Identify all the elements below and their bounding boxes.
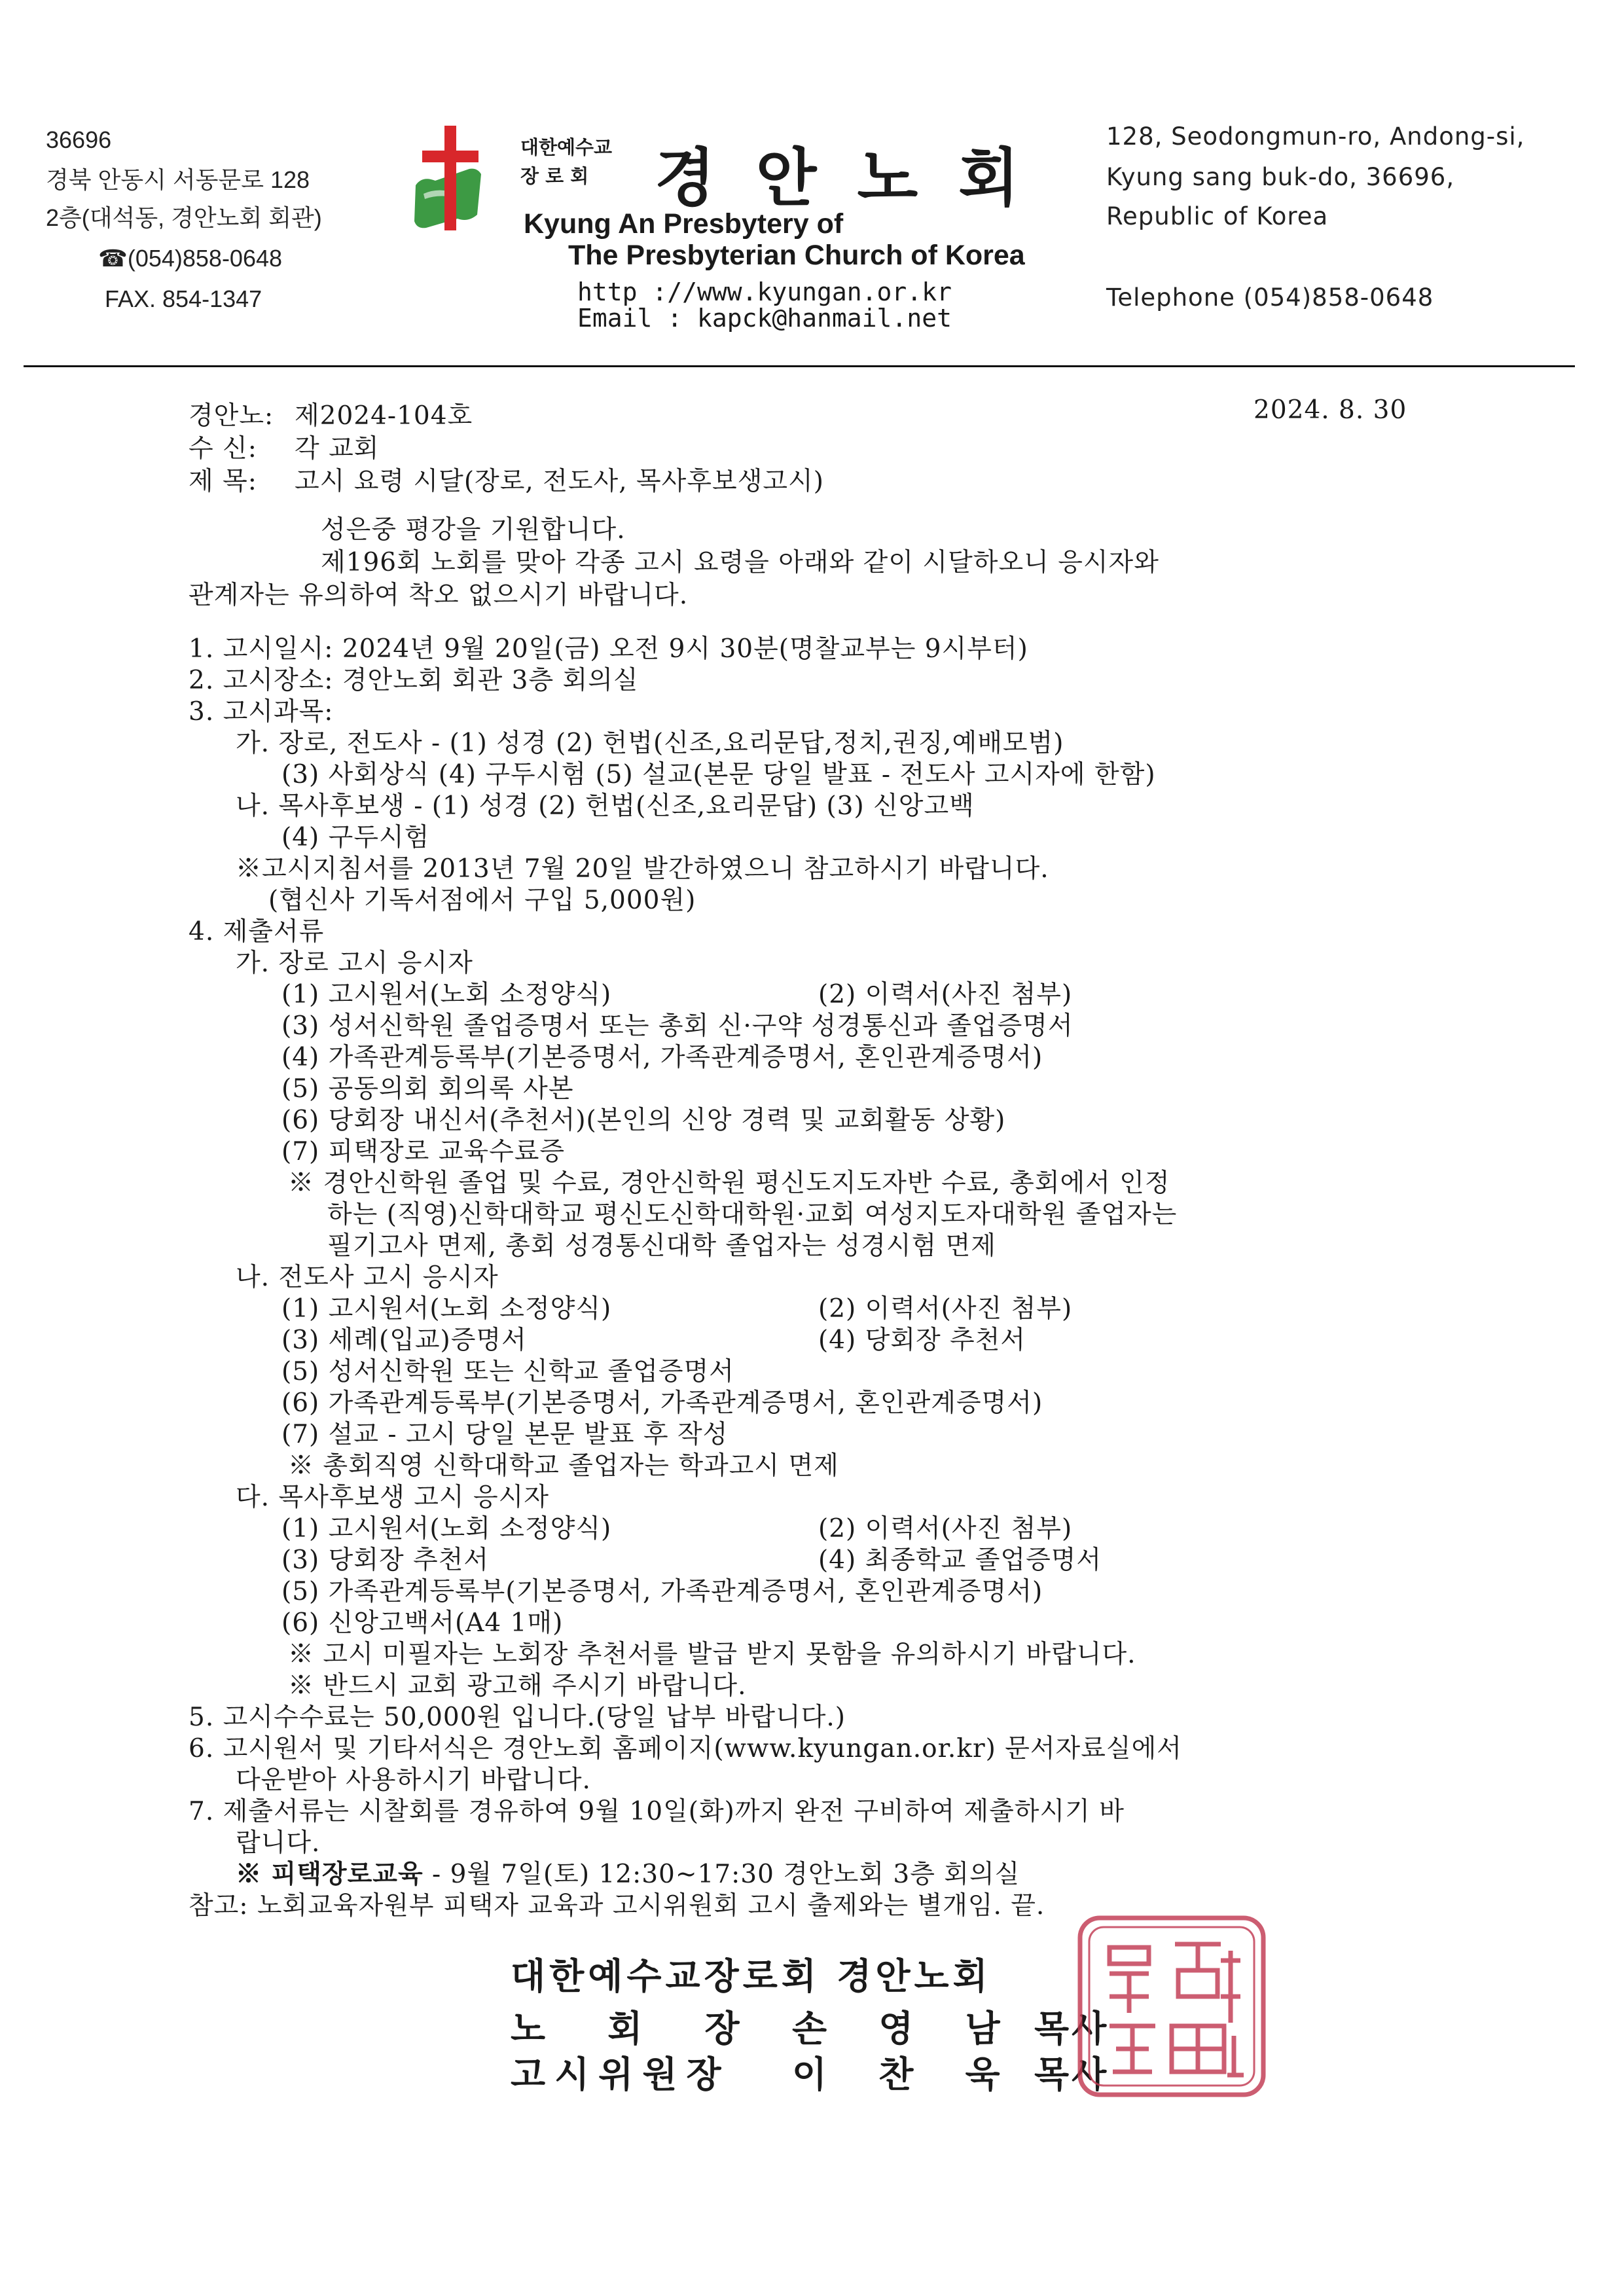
forms-download-1: 6. 고시원서 및 기타서식은 경안노회 홈페이지(www.kyungan.or.kr) 문서자료실에서 [189, 1734, 1182, 1763]
recipient-label: 수 신: [189, 434, 257, 463]
signoff-chair-suffix: 목사 [1034, 2008, 1110, 2050]
elder-education-detail: - 9월 7일(토) 12:30~17:30 경안노회 3층 회의실 [423, 1860, 1020, 1889]
elder-doc-3: (3) 성서신학원 졸업증명서 또는 총회 신·구약 성경통신과 졸업증명서 [281, 1011, 1074, 1041]
postal-code: 36696 [46, 126, 112, 153]
forms-download-2: 다운받아 사용하시기 바랍니다. [236, 1765, 591, 1795]
signoff-chair-title: 노 회 장 [511, 2008, 765, 2050]
evangelist-doc-4: (4) 당회장 추천서 [818, 1326, 1026, 1355]
website-url[interactable]: http ://www.kyungan.or.kr [577, 278, 952, 306]
candidate-doc-5: (5) 가족관계등록부(기본증명서, 가족관계증명서, 혼인관계증명서) [281, 1577, 1043, 1606]
elder-education-label: ※ 피택장로교육 [236, 1859, 424, 1889]
email-address[interactable]: Email : kapck@hanmail.net [577, 304, 952, 333]
signoff-exam-chair-suffix: 목사 [1034, 2053, 1110, 2095]
elder-doc-4: (4) 가족관계등록부(기본증명서, 가족관계증명서, 혼인관계증명서) [281, 1043, 1043, 1072]
subjects-elder-evangelist-cont: (3) 사회상식 (4) 구두시험 (5) 설교(본문 당일 발표 - 전도사 고시자에 한함) [281, 760, 1156, 789]
exam-fee: 5. 고시수수료는 50,000원 입니다.(당일 납부 바랍니다.) [189, 1703, 846, 1732]
elder-doc-2: (2) 이력서(사진 첨부) [818, 980, 1073, 1009]
evangelist-doc-1: (1) 고시원서(노회 소정양식) [281, 1294, 612, 1324]
org-name-english-2: The Presbyterian Church of Korea [568, 240, 1025, 271]
address-line-2: 2층(대석동, 경안노회 회관) [46, 204, 322, 231]
elder-exemption-note-3: 필기고사 면제, 총회 성경통신대학 졸업자는 성경시험 면제 [327, 1231, 996, 1261]
subject-label: 제 목: [189, 467, 257, 496]
doc-date: 2024. 8. 30 [1254, 395, 1407, 425]
candidate-doc-4: (4) 최종학교 졸업증명서 [818, 1545, 1102, 1575]
elder-doc-6: (6) 당회장 내신서(추천서)(본인의 신앙 경력 및 교회활동 상황) [281, 1106, 1006, 1135]
guidebook-note: ※고시지침서를 2013년 7월 20일 발간하였으니 참고하시기 바랍니다. [236, 854, 1049, 884]
recipient: 각 교회 [295, 434, 380, 463]
subjects-candidate: 나. 목사후보생 - (1) 성경 (2) 헌법(신조,요리문답) (3) 신앙고백 [236, 791, 975, 821]
evangelist-doc-2: (2) 이력서(사진 첨부) [818, 1294, 1073, 1324]
elder-applicant-heading: 가. 장로 고시 응시자 [236, 949, 473, 978]
greeting: 성은중 평강을 기원합니다. [321, 515, 626, 545]
org-subtitle-2: 장 로 회 [520, 165, 589, 187]
evangelist-doc-6: (6) 가족관계등록부(기본증명서, 가족관계증명서, 혼인관계증명서) [281, 1388, 1043, 1418]
org-name-english-1: Kyung An Presbytery of [524, 208, 844, 240]
fax-number: FAX. 854-1347 [105, 285, 262, 312]
doc-number-label: 경안노: [189, 401, 274, 431]
org-name-korean: 경안노회 [655, 141, 1060, 215]
address-en-line-2: Kyung sang buk-do, 36696, [1106, 163, 1455, 191]
address-en-line-3: Republic of Korea [1106, 202, 1329, 230]
doc-number: 제2024-104호 [295, 401, 473, 431]
elder-doc-5: (5) 공동의회 회의록 사본 [281, 1074, 574, 1104]
subjects-elder-evangelist: 가. 장로, 전도사 - (1) 성경 (2) 헌법(신조,요리문답,정치,권징,예배모범) [236, 729, 1064, 758]
signoff-organization: 대한예수교장로회 경안노회 [511, 1955, 992, 1997]
candidate-doc-3: (3) 당회장 추천서 [281, 1545, 490, 1575]
intro-line-2: 관계자는 유의하여 착오 없으시기 바랍니다. [189, 581, 689, 610]
org-subtitle-1: 대한예수교 [520, 136, 613, 158]
candidate-doc-1: (1) 고시원서(노회 소정양식) [281, 1514, 612, 1544]
submission-deadline-1: 7. 제출서류는 시찰회를 경유하여 9월 10일(화)까지 완전 구비하여 제출하시기 바 [189, 1797, 1125, 1826]
address-line-1: 경북 안동시 서동문로 128 [46, 166, 310, 193]
church-cross-logo-icon [409, 123, 488, 234]
elder-exemption-note-2: 하는 (직영)신학대학교 평신도신학대학원·교회 여성지도자대학원 졸업자는 [327, 1200, 1178, 1229]
header-divider [24, 365, 1575, 367]
subjects-candidate-cont: (4) 구두시험 [281, 823, 430, 852]
elder-doc-1: (1) 고시원서(노회 소정양식) [281, 980, 612, 1009]
submission-deadline-2: 랍니다. [236, 1828, 321, 1858]
signoff-chair-name: 손 영 남 [792, 2008, 1020, 2050]
signoff-exam-chair-title: 고시위원장 [511, 2053, 731, 2095]
intro-line-1: 제196회 노회를 맞아 각종 고시 요령을 아래와 같이 시달하오니 응시자와 [321, 548, 1159, 577]
evangelist-exemption-note: ※ 총회직영 신학대학교 졸업자는 학과고시 면제 [288, 1451, 839, 1481]
candidate-doc-2: (2) 이력서(사진 첨부) [818, 1514, 1073, 1544]
candidate-note-2: ※ 반드시 교회 광고해 주시기 바랍니다. [288, 1671, 747, 1701]
telephone-en: Telephone (054)858-0648 [1106, 283, 1434, 312]
elder-exemption-note-1: ※ 경안신학원 졸업 및 수료, 경안신학원 평신도지도자반 수료, 총회에서 인정 [288, 1168, 1170, 1198]
address-en-line-1: 128, Seodongmun-ro, Andong-si, [1106, 122, 1525, 151]
evangelist-doc-5: (5) 성서신학원 또는 신학교 졸업증명서 [281, 1357, 734, 1386]
candidate-applicant-heading: 다. 목사후보생 고시 응시자 [236, 1483, 550, 1512]
candidate-doc-6: (6) 신앙고백서(A4 1매) [281, 1608, 564, 1638]
evangelist-applicant-heading: 나. 전도사 고시 응시자 [236, 1263, 499, 1292]
phone-number: ☎(054)858-0648 [98, 245, 283, 272]
exam-location: 2. 고시장소: 경안노회 회관 3층 회의실 [189, 666, 639, 695]
evangelist-doc-7: (7) 설교 - 고시 당일 본문 발표 후 작성 [281, 1420, 729, 1449]
elder-doc-7: (7) 피택장로 교육수료증 [281, 1137, 566, 1166]
documents-heading: 4. 제출서류 [189, 917, 325, 947]
subject: 고시 요령 시달(장로, 전도사, 목사후보생고시) [295, 467, 824, 496]
signoff-exam-chair-name: 이 찬 욱 [792, 2053, 1020, 2095]
guidebook-purchase: (협신사 기독서점에서 구입 5,000원) [268, 886, 696, 915]
official-seal-icon [1074, 1911, 1270, 2101]
exam-subjects-heading: 3. 고시과목: [189, 697, 334, 727]
candidate-note-1: ※ 고시 미필자는 노회장 추천서를 발급 받지 못함을 유의하시기 바랍니다. [288, 1640, 1136, 1669]
evangelist-doc-3: (3) 세례(입교)증명서 [281, 1326, 527, 1355]
reference-note: 참고: 노회교육자원부 피택자 교육과 고시위원회 고시 출제와는 별개임. 끝. [189, 1891, 1045, 1921]
exam-datetime: 1. 고시일시: 2024년 9월 20일(금) 오전 9시 30분(명찰교부는 9시부터) [189, 634, 1028, 664]
